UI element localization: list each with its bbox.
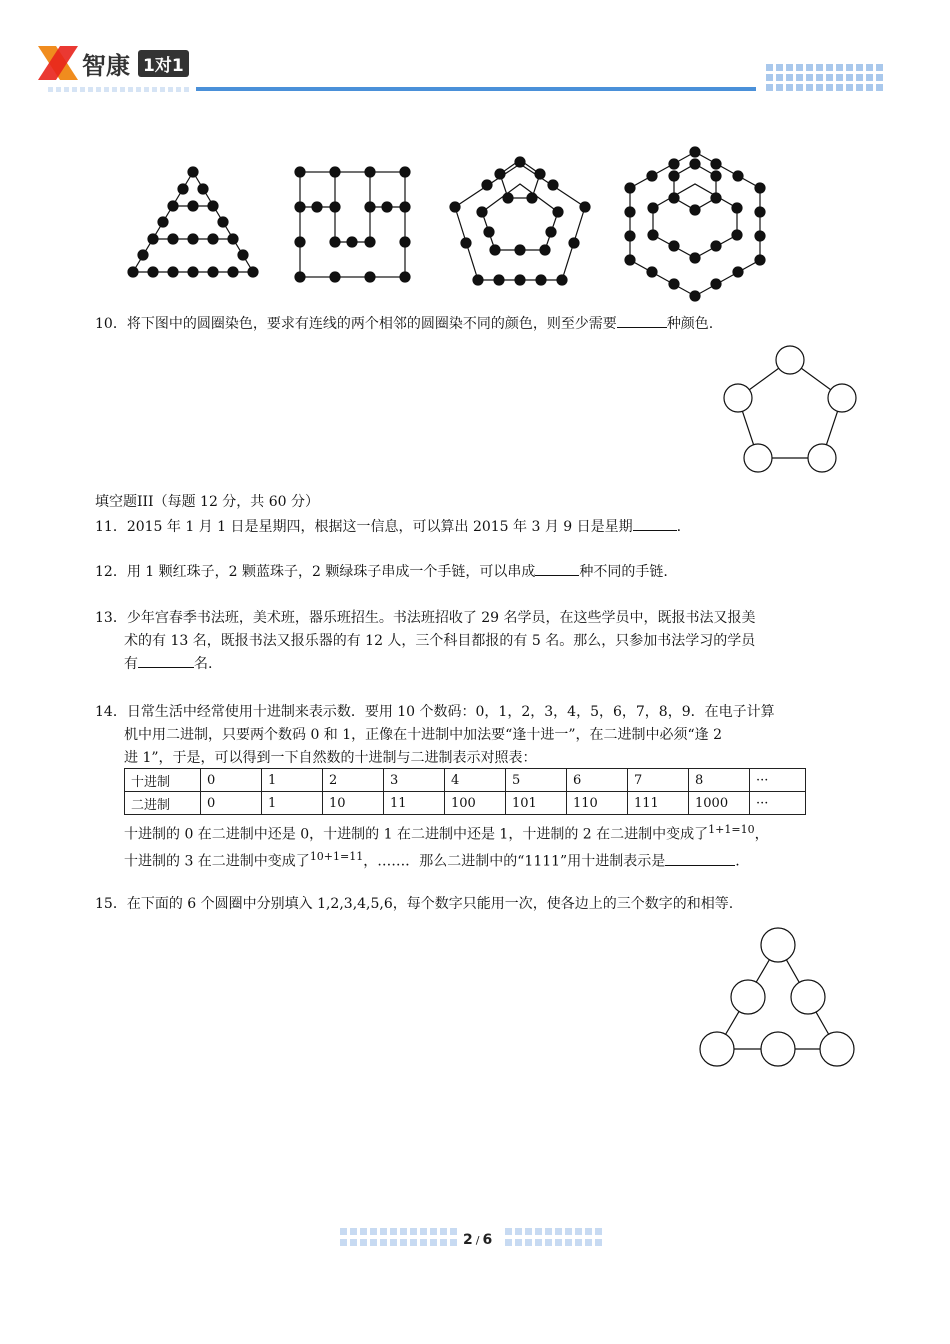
q14-line-3: 进 1”，于是，可以得到一下自然数的十进制与二进制表示对照表： (124, 750, 537, 766)
question-14 (95, 701, 885, 770)
question-10 (95, 313, 855, 336)
triangle-dots-figure (128, 167, 258, 277)
header (0, 0, 950, 100)
conversion-table (124, 768, 806, 815)
q13-answer-blank[interactable] (138, 653, 194, 668)
triangle-circle (731, 980, 765, 1014)
table-cell: 4 (445, 769, 506, 792)
q14-line-1: 14．日常生活中经常使用十进制来表示数．要用 10 个数码：0，1，2，3，4，5，6，7，8，9．在电子计算 (95, 704, 775, 720)
table-cell: 0 (201, 769, 262, 792)
q11-text-before: 11．2015 年 1 月 1 日是星期四，根据这一信息，可以算出 2015 年 3 月 9 日是星期 (95, 519, 633, 535)
q14-after2-tail: . (735, 853, 740, 870)
dot-figures (120, 140, 780, 310)
pentagon-circles-diagram (715, 340, 865, 480)
table-cell: 10 (323, 792, 384, 815)
table-cell: 6 (567, 769, 628, 792)
triangle-circles-diagram (695, 925, 865, 1070)
square-dots-figure (295, 167, 410, 282)
q14-answer-blank[interactable] (665, 851, 735, 866)
table-cell: ··· (750, 792, 806, 815)
table-cell: 100 (445, 792, 506, 815)
q11-text-after: . (676, 519, 682, 535)
table-cell: 101 (506, 792, 567, 815)
triangle-circle (791, 980, 825, 1014)
page-current: 2 (463, 1232, 473, 1248)
pentagon-circle (808, 444, 836, 472)
q12-answer-blank[interactable] (535, 561, 579, 576)
table-row (125, 769, 806, 792)
brand-badge: 1对1 (138, 50, 189, 77)
q14-after2-formula: 10+1=11 (309, 850, 364, 863)
q13-line3-after: 名. (194, 656, 213, 672)
table-cell: 二进制 (125, 792, 201, 815)
q13-line-3 (95, 653, 885, 676)
q13-line-2: 术的有 13 名，既报书法又报乐器的有 12 人，三个科目都报的有 5 名。那么，只参加书法学习的学员 (124, 633, 756, 649)
q10-text-before: 10．将下图中的圆圈染色，要求有连线的两个相邻的圆圈染不同的颜色，则至少需要 (95, 316, 617, 332)
question-12 (95, 561, 875, 584)
table-cell: 7 (628, 769, 689, 792)
page-total: 6 (482, 1232, 493, 1248)
pentagon-circle (744, 444, 772, 472)
triangle-circle (761, 928, 795, 962)
table-cell: 5 (506, 769, 567, 792)
table-cell: 1000 (689, 792, 750, 815)
q10-text-after: 种颜色. (666, 316, 714, 332)
section-title: 填空题III（每题 12 分，共 60 分） (95, 494, 320, 510)
q14-after1-text: 十进制的 0 在二进制中还是 0，十进制的 1 在二进制中还是 1，十进制的 2 在二进制中变成了 (124, 826, 709, 843)
table-cell: 1 (262, 769, 323, 792)
table-cell: 十进制 (125, 769, 201, 792)
q10-answer-blank[interactable] (617, 313, 667, 328)
question-13 (95, 607, 885, 676)
hexagon-dots-figure (625, 147, 765, 301)
page-number (463, 1232, 492, 1248)
table-cell: 1 (262, 792, 323, 815)
table-cell: 3 (384, 769, 445, 792)
triangle-circle (700, 1032, 734, 1066)
q14-after1-formula: 1+1=10 (708, 823, 755, 836)
header-divider (0, 60, 950, 100)
table-row (125, 792, 806, 815)
triangle-circle (761, 1032, 795, 1066)
pentagon-circle (828, 384, 856, 412)
q14-after-1 (124, 818, 884, 847)
q12-text-before: 12．用 1 颗红珠子，2 颗蓝珠子，2 颗绿珠子串成一个手链，可以串成 (95, 564, 536, 580)
pentagon-circle (776, 346, 804, 374)
table-cell: 110 (567, 792, 628, 815)
q14-line-2: 机中用二进制，只要两个数码 0 和 1，正像在十进制中加法要“逢十进一”，在二进制中必须“逢 2 (124, 727, 722, 743)
table-cell: 11 (384, 792, 445, 815)
q14-after2-mid: ，……．那么二进制中的“1111”用十进制表示是 (363, 853, 666, 870)
pentagon-dots-figure (450, 157, 590, 285)
q13-line-1: 13．少年宫春季书法班，美术班，器乐班招生。书法班招收了 29 名学员，在这些学员中，既报书法又报美 (95, 610, 756, 626)
table-cell: 2 (323, 769, 384, 792)
table-cell: 111 (628, 792, 689, 815)
q14-after2-text: 十进制的 3 在二进制中变成了 (124, 853, 310, 870)
pentagon-circle (724, 384, 752, 412)
table-cell: 0 (201, 792, 262, 815)
question-15: 15．在下面的 6 个圆圈中分别填入 1,2,3,4,5,6，每个数字只能用一次，使各边上的三个数字的和相等. (95, 896, 734, 912)
brand-name: 智康 (82, 52, 130, 80)
question-11 (95, 516, 875, 539)
q12-text-after: 种不同的手链. (579, 564, 668, 580)
triangle-circle (820, 1032, 854, 1066)
page-separator: / (475, 1234, 480, 1247)
q13-line3-before: 有 (124, 656, 138, 672)
table-cell: ··· (750, 769, 806, 792)
q14-after-2 (124, 845, 884, 874)
q11-answer-blank[interactable] (633, 516, 677, 531)
q14-after1-tail: ， (754, 826, 769, 843)
table-cell: 8 (689, 769, 750, 792)
